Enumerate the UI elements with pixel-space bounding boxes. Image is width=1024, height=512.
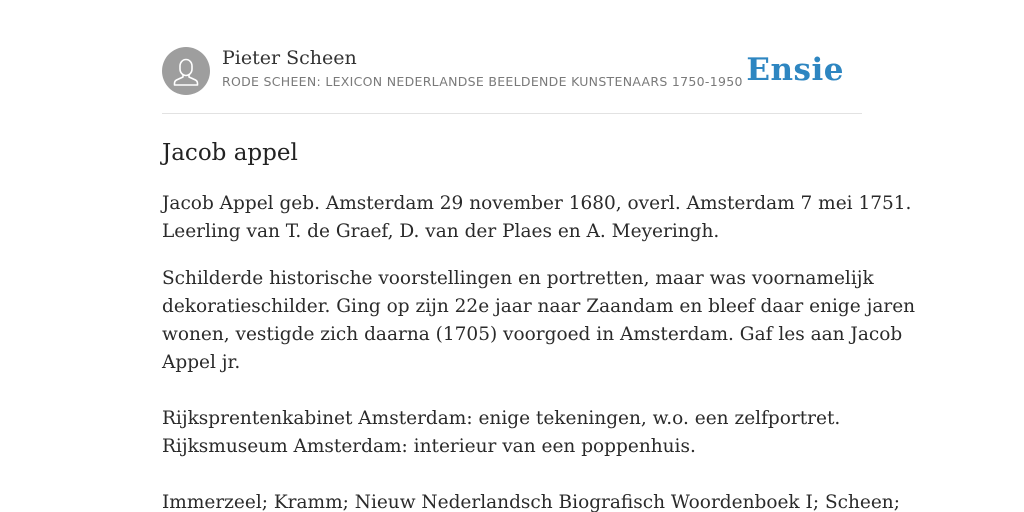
- paragraph-collections: [162, 405, 862, 461]
- text-line: dekoratieschilder. Ging op zijn 22e jaar naar Zaandam en bleef daar enige jaren: [162, 296, 916, 317]
- source-title[interactable]: RODE SCHEEN: LEXICON NEDERLANDSE BEELDENDE KUNSTENAARS 1750-1950: [222, 74, 743, 89]
- paragraph-references: [162, 489, 900, 512]
- article-title: Jacob appel: [162, 140, 298, 166]
- paragraph-career: [162, 265, 916, 377]
- text-line: wonen, vestigde zich daarna (1705) voorgoed in Amsterdam. Gaf les aan Jacob: [162, 324, 903, 345]
- author-name[interactable]: Pieter Scheen: [222, 47, 357, 69]
- blank-line: [162, 377, 862, 405]
- text-line: Jacob Appel geb. Amsterdam 29 november 1680, overl. Amsterdam 7 mei 1751.: [162, 193, 912, 214]
- header-divider: [162, 113, 862, 114]
- text-line: Leerling van T. de Graef, D. van der Plaes en A. Meyeringh.: [162, 221, 720, 242]
- text-line: Appel jr.: [162, 352, 241, 373]
- text-line: Immerzeel; Kramm; Nieuw Nederlandsch Biografisch Woordenboek I; Scheen;: [162, 492, 900, 512]
- user-silhouette-icon: [162, 47, 210, 95]
- brand-logo[interactable]: Ensie: [746, 52, 844, 88]
- paragraph-biography: [162, 190, 912, 246]
- text-line: Rijksprentenkabinet Amsterdam: enige tekeningen, w.o. een zelfportret.: [162, 408, 841, 429]
- text-line: Schilderde historische voorstellingen en portretten, maar was voornamelijk: [162, 268, 874, 289]
- text-line: Rijksmuseum Amsterdam: interieur van een poppenhuis.: [162, 436, 696, 457]
- article-body: [162, 190, 916, 512]
- blank-line: [162, 461, 862, 489]
- article-header: [162, 46, 862, 96]
- avatar[interactable]: [162, 47, 210, 95]
